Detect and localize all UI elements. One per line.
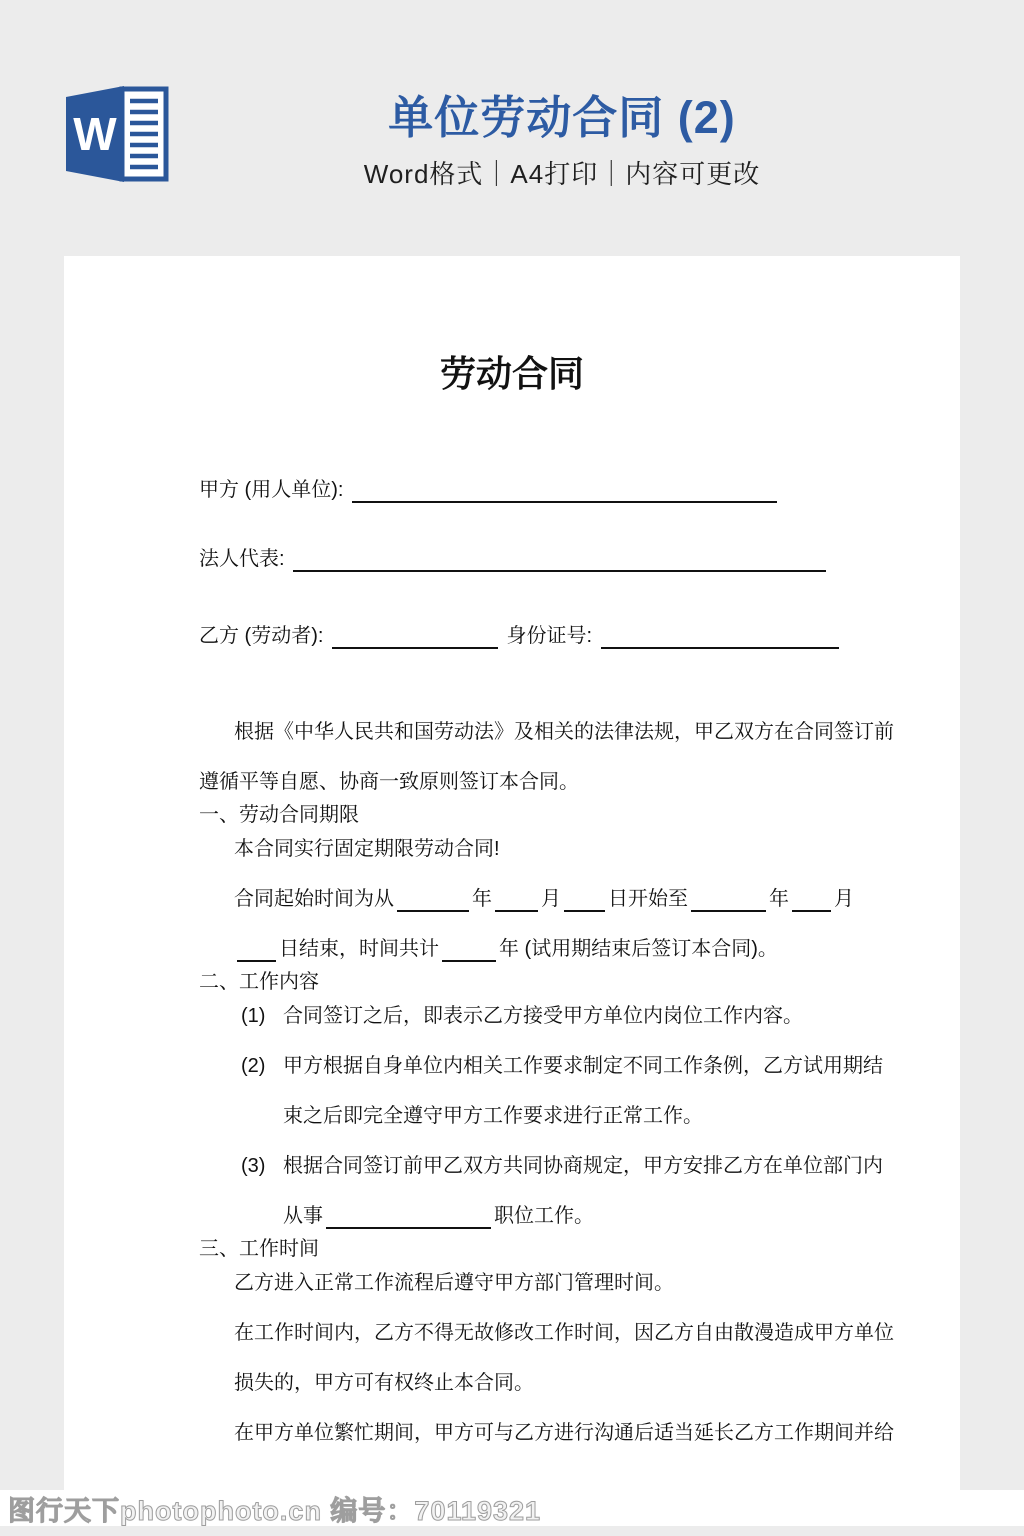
text-run: 根据《中华人民共和国劳动法》及相关的法律法规，甲乙双方在合同签订前 <box>234 721 894 743</box>
bottom-strip <box>0 1526 1024 1536</box>
text-run: 乙方进入正常工作流程后遵守甲方部门管理时间。 <box>234 1272 674 1294</box>
fill-in-blank <box>691 884 766 912</box>
party-a-line <box>199 470 825 510</box>
party-b-line <box>199 616 825 656</box>
text-run: 年 <box>472 888 492 910</box>
text-run: 损失的，甲方可有权终止本合同。 <box>234 1372 534 1394</box>
document-title: 劳动合同 <box>439 353 584 394</box>
list-marker: (1) <box>241 1005 266 1027</box>
text-run: 甲方根据自身单位内相关工作要求制定不同工作条例，乙方试用期结 <box>283 1055 883 1077</box>
text-run: 乙方 (劳动者): <box>199 625 329 647</box>
text-run: 日结束，时间共计 <box>279 938 439 960</box>
fill-in-blank <box>564 884 605 912</box>
fill-in-blank <box>326 1201 491 1229</box>
text-run: 本合同实行固定期限劳动合同! <box>234 838 500 860</box>
fill-in-blank <box>332 621 498 649</box>
legal-rep-line <box>199 539 825 579</box>
text-run: 根据合同签订前甲乙双方共同协商规定，甲方安排乙方在单位部门内 <box>283 1155 883 1177</box>
paragraph <box>199 824 825 874</box>
text-run: 在甲方单位繁忙期间，甲方可与乙方进行沟通后适当延长乙方工作期间并给 <box>234 1422 894 1444</box>
fill-in-blank <box>601 621 839 649</box>
header-subtitle: Word格式｜A4打印｜内容可更改 <box>363 159 761 189</box>
text-run: 月 <box>834 888 854 910</box>
header-text <box>170 92 954 191</box>
text-run: 甲方 (用人单位): <box>199 479 349 501</box>
text-run: 遵循平等自愿、协商一致原则签订本合同。 <box>199 771 579 793</box>
doc-body <box>199 470 894 1458</box>
text-run: 身份证号: <box>501 625 598 647</box>
text-run: 职位工作。 <box>494 1205 594 1227</box>
watermark-text: 图行天下photophoto.cn 编号：70119321 <box>8 1495 542 1526</box>
header-title: 单位劳动合同 (2) <box>388 92 736 143</box>
text-run: 一、劳动合同期限 <box>199 804 359 826</box>
fill-in-blank <box>352 475 777 503</box>
list-item <box>199 1041 883 1141</box>
fill-in-blank <box>237 934 276 962</box>
header <box>0 0 1024 256</box>
fill-in-blank <box>495 884 538 912</box>
fill-in-blank <box>397 884 469 912</box>
text-run: 合同起始时间为从 <box>234 888 394 910</box>
text-run: 日开始至 <box>608 888 688 910</box>
fill-in-blank <box>442 934 496 962</box>
list-marker: (3) <box>241 1155 266 1177</box>
text-run: 月 <box>541 888 561 910</box>
svg-text:W: W <box>73 108 117 160</box>
list-item <box>199 1141 883 1241</box>
text-run: 从事 <box>283 1205 323 1227</box>
document-page <box>64 256 960 1536</box>
paragraph <box>199 874 854 974</box>
text-run: 二、工作内容 <box>199 971 319 993</box>
fill-in-blank <box>293 544 826 572</box>
text-run: 三、工作时间 <box>199 1238 319 1260</box>
paragraph <box>199 1408 894 1458</box>
list-item <box>199 991 825 1041</box>
paragraph <box>199 1258 825 1308</box>
paragraph <box>199 1308 894 1408</box>
list-marker: (2) <box>241 1055 266 1077</box>
text-run: 法人代表: <box>199 548 291 570</box>
text-run: 年 <box>769 888 789 910</box>
word-icon <box>64 84 170 184</box>
text-run: 合同签订之后，即表示乙方接受甲方单位内岗位工作内容。 <box>283 1005 803 1027</box>
fill-in-blank <box>792 884 831 912</box>
text-run: 束之后即完全遵守甲方工作要求进行正常工作。 <box>283 1105 703 1127</box>
paragraph <box>199 707 894 807</box>
watermark-bar <box>0 1490 1024 1526</box>
text-run: 在工作时间内，乙方不得无故修改工作时间，因乙方自由散漫造成甲方单位 <box>234 1322 894 1344</box>
text-run: 年 (试用期结束后签订本合同)。 <box>499 938 778 960</box>
